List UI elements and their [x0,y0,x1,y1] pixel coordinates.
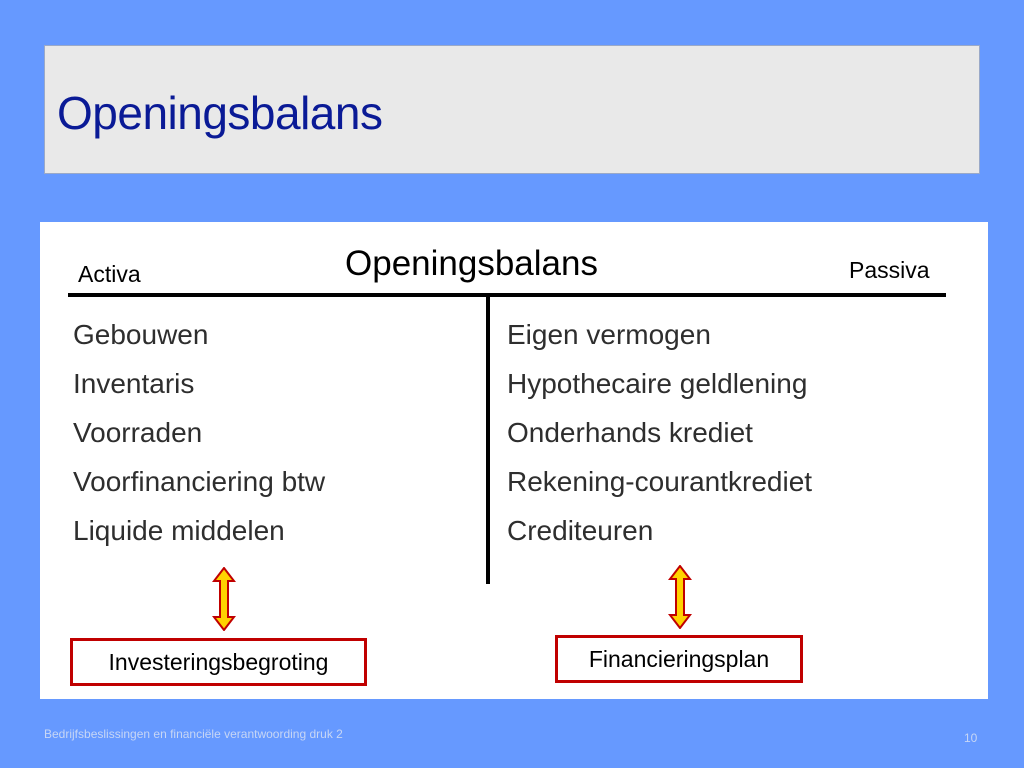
passiva-item: Hypothecaire geldlening [507,368,808,399]
t-account-horizontal-line [68,293,946,297]
double-vertical-arrow-icon [212,567,236,631]
balance-heading: Openingsbalans [345,244,598,283]
passiva-item: Onderhands krediet [507,417,753,448]
activa-label: Activa [78,261,141,287]
page-number: 10 [964,731,978,745]
investeringsbegroting-box: Investeringsbegroting [70,638,367,686]
passiva-item: Crediteuren [507,515,654,546]
t-account-vertical-line [486,293,490,584]
footer-text: Bedrijfsbeslissingen en financiële verantwoording druk 2 [44,727,343,741]
passiva-label: Passiva [849,257,930,283]
activa-item: Liquide middelen [73,515,285,546]
content-panel [40,222,988,699]
activa-item: Voorraden [73,417,203,448]
slide-title: Openingsbalans [57,87,383,139]
activa-item: Inventaris [73,368,195,399]
double-vertical-arrow-icon [668,565,692,629]
title-band [44,45,980,174]
activa-item: Voorfinanciering btw [73,466,326,497]
passiva-item: Rekening-courantkrediet [507,466,813,497]
passiva-list [507,310,812,555]
passiva-item: Eigen vermogen [507,319,711,350]
activa-list [73,310,325,555]
activa-item: Gebouwen [73,319,209,350]
financieringsplan-box: Financieringsplan [555,635,803,683]
